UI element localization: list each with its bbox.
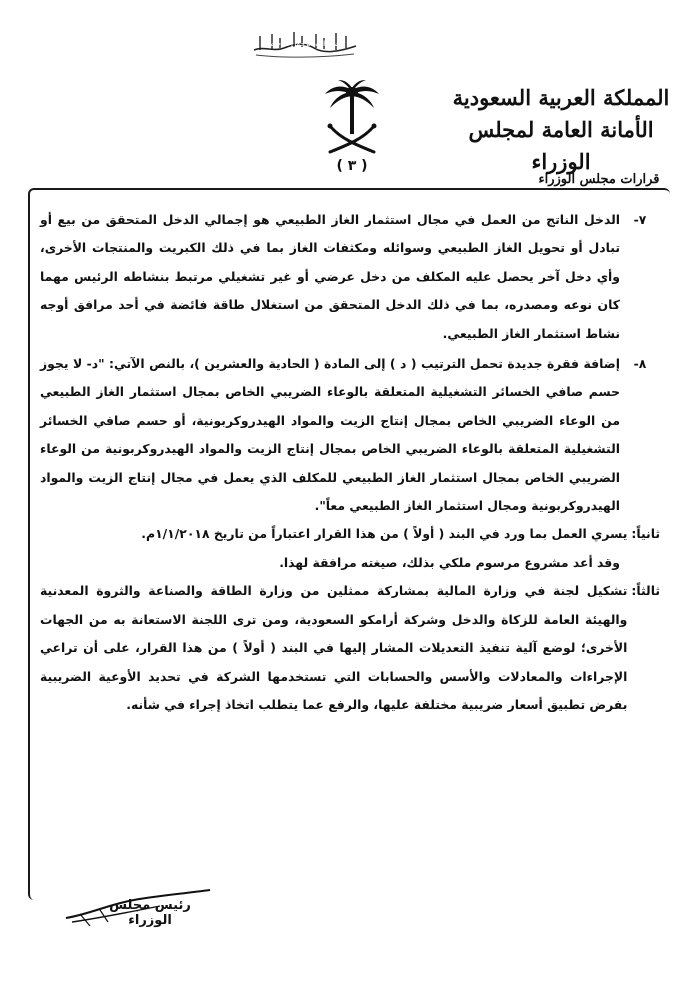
palm-swords-emblem-icon [322,78,382,160]
clause-7 [40,206,660,348]
decision-body [40,206,660,719]
secretariat-name: الأمانة العامة لمجلس الوزراء [468,117,654,174]
section-text: يسري العمل بما ورد في البند ( أولاً ) من هذا القرار اعتباراً من تاريخ ١/١/٢٠١٨م. [141,526,628,542]
clause-number: ٨- [633,356,647,372]
basmala-calligraphy [250,28,360,60]
signature-label: رئيس مجلس الوزراء [109,898,191,928]
basmala-text: بسم الله الرحمن الرحيم [269,40,341,48]
section-text: تشكيل لجنة في وزارة المالية بمشاركة ممثلين من وزارة الطاقة والصناعة والثروة المعدنية والهيئة العامة للزكاة والدخل وشركة أرامكو السعودية، ومن ترى اللجنة الاستعانة به من الجهات الأخرى؛ لوضع آلية تنفيذ التعديلات المشار إليها في البند ( أولاً ) من هذا القرار، على أن تراعي الإجراءات والمعادلات والأسس والحسابات التي تستخدمها الشركة في تحديد الأوعية الضريبية بفرض تطبيق أسعار ضريبية مختلفة عليها، والرفع عما يتطلب اتخاذ إجراء في شأنه. [40,583,628,712]
council-decisions-tag: قرارات مجلس الوزراء [538,172,660,187]
clause-text: الدخل الناتج من العمل في مجال استثمار الغاز الطبيعي هو إجمالي الدخل المتحقق من بيع أو تبادل أو تحويل الغاز الطبيعي وسوائله ومكثفات الغاز بما في ذلك الكبريت والمنتجات الأخرى، وأي دخل آخر يحصل عليه المكلف من دخل عرضي أو غير تشغيلي مرتبط بنشاطه الرئيس مهما كان نوعه ومصدره، بما في ذلك الدخل المتحقق من استغلال طاقة فائضة في أحد مرافق أوجه نشاط استثمار الغاز الطبيعي. [40,212,620,341]
letterhead-title [446,82,676,174]
section-second [40,520,660,548]
section-label: ثالثاً: [631,583,660,599]
decree-note: وقد أعد مشروع مرسوم ملكي بذلك، صيغته مرافقة لهذا. [279,554,620,570]
kingdom-name: المملكة العربية السعودية [452,85,670,110]
page-number: ( ٣ ) [336,158,368,174]
clause-text: إضافة فقرة جديدة تحمل الترتيب ( د ) إلى المادة ( الحادية والعشرين )، بالنص الآتي: "د- لا يجوز حسم صافي الخسائر التشغيلية المتعلقة بالوعاء الضريبي الخاص بمجال استثمار الغاز الطبيعي من الوعاء الضريبي الخاص بمجال إنتاج الزيت والمواد الهيدروكربونية، أو حسم صافي الخسائر التشغيلية المتعلقة بالوعاء الضريبي الخاص بمجال إنتاج الزيت والمواد الهيدروكربونية من الوعاء الضريبي الخاص بمجال استثمار الغاز الطبيعي للمكلف الذي يعمل في مجال إنتاج الزيت والمواد الهيدروكربونية ومجال استثمار الغاز الطبيعي معاً". [40,356,620,514]
clause-number: ٧- [633,212,647,227]
section-third [40,577,660,719]
clause-8 [40,350,660,520]
section-label: ثانياً: [631,526,660,542]
